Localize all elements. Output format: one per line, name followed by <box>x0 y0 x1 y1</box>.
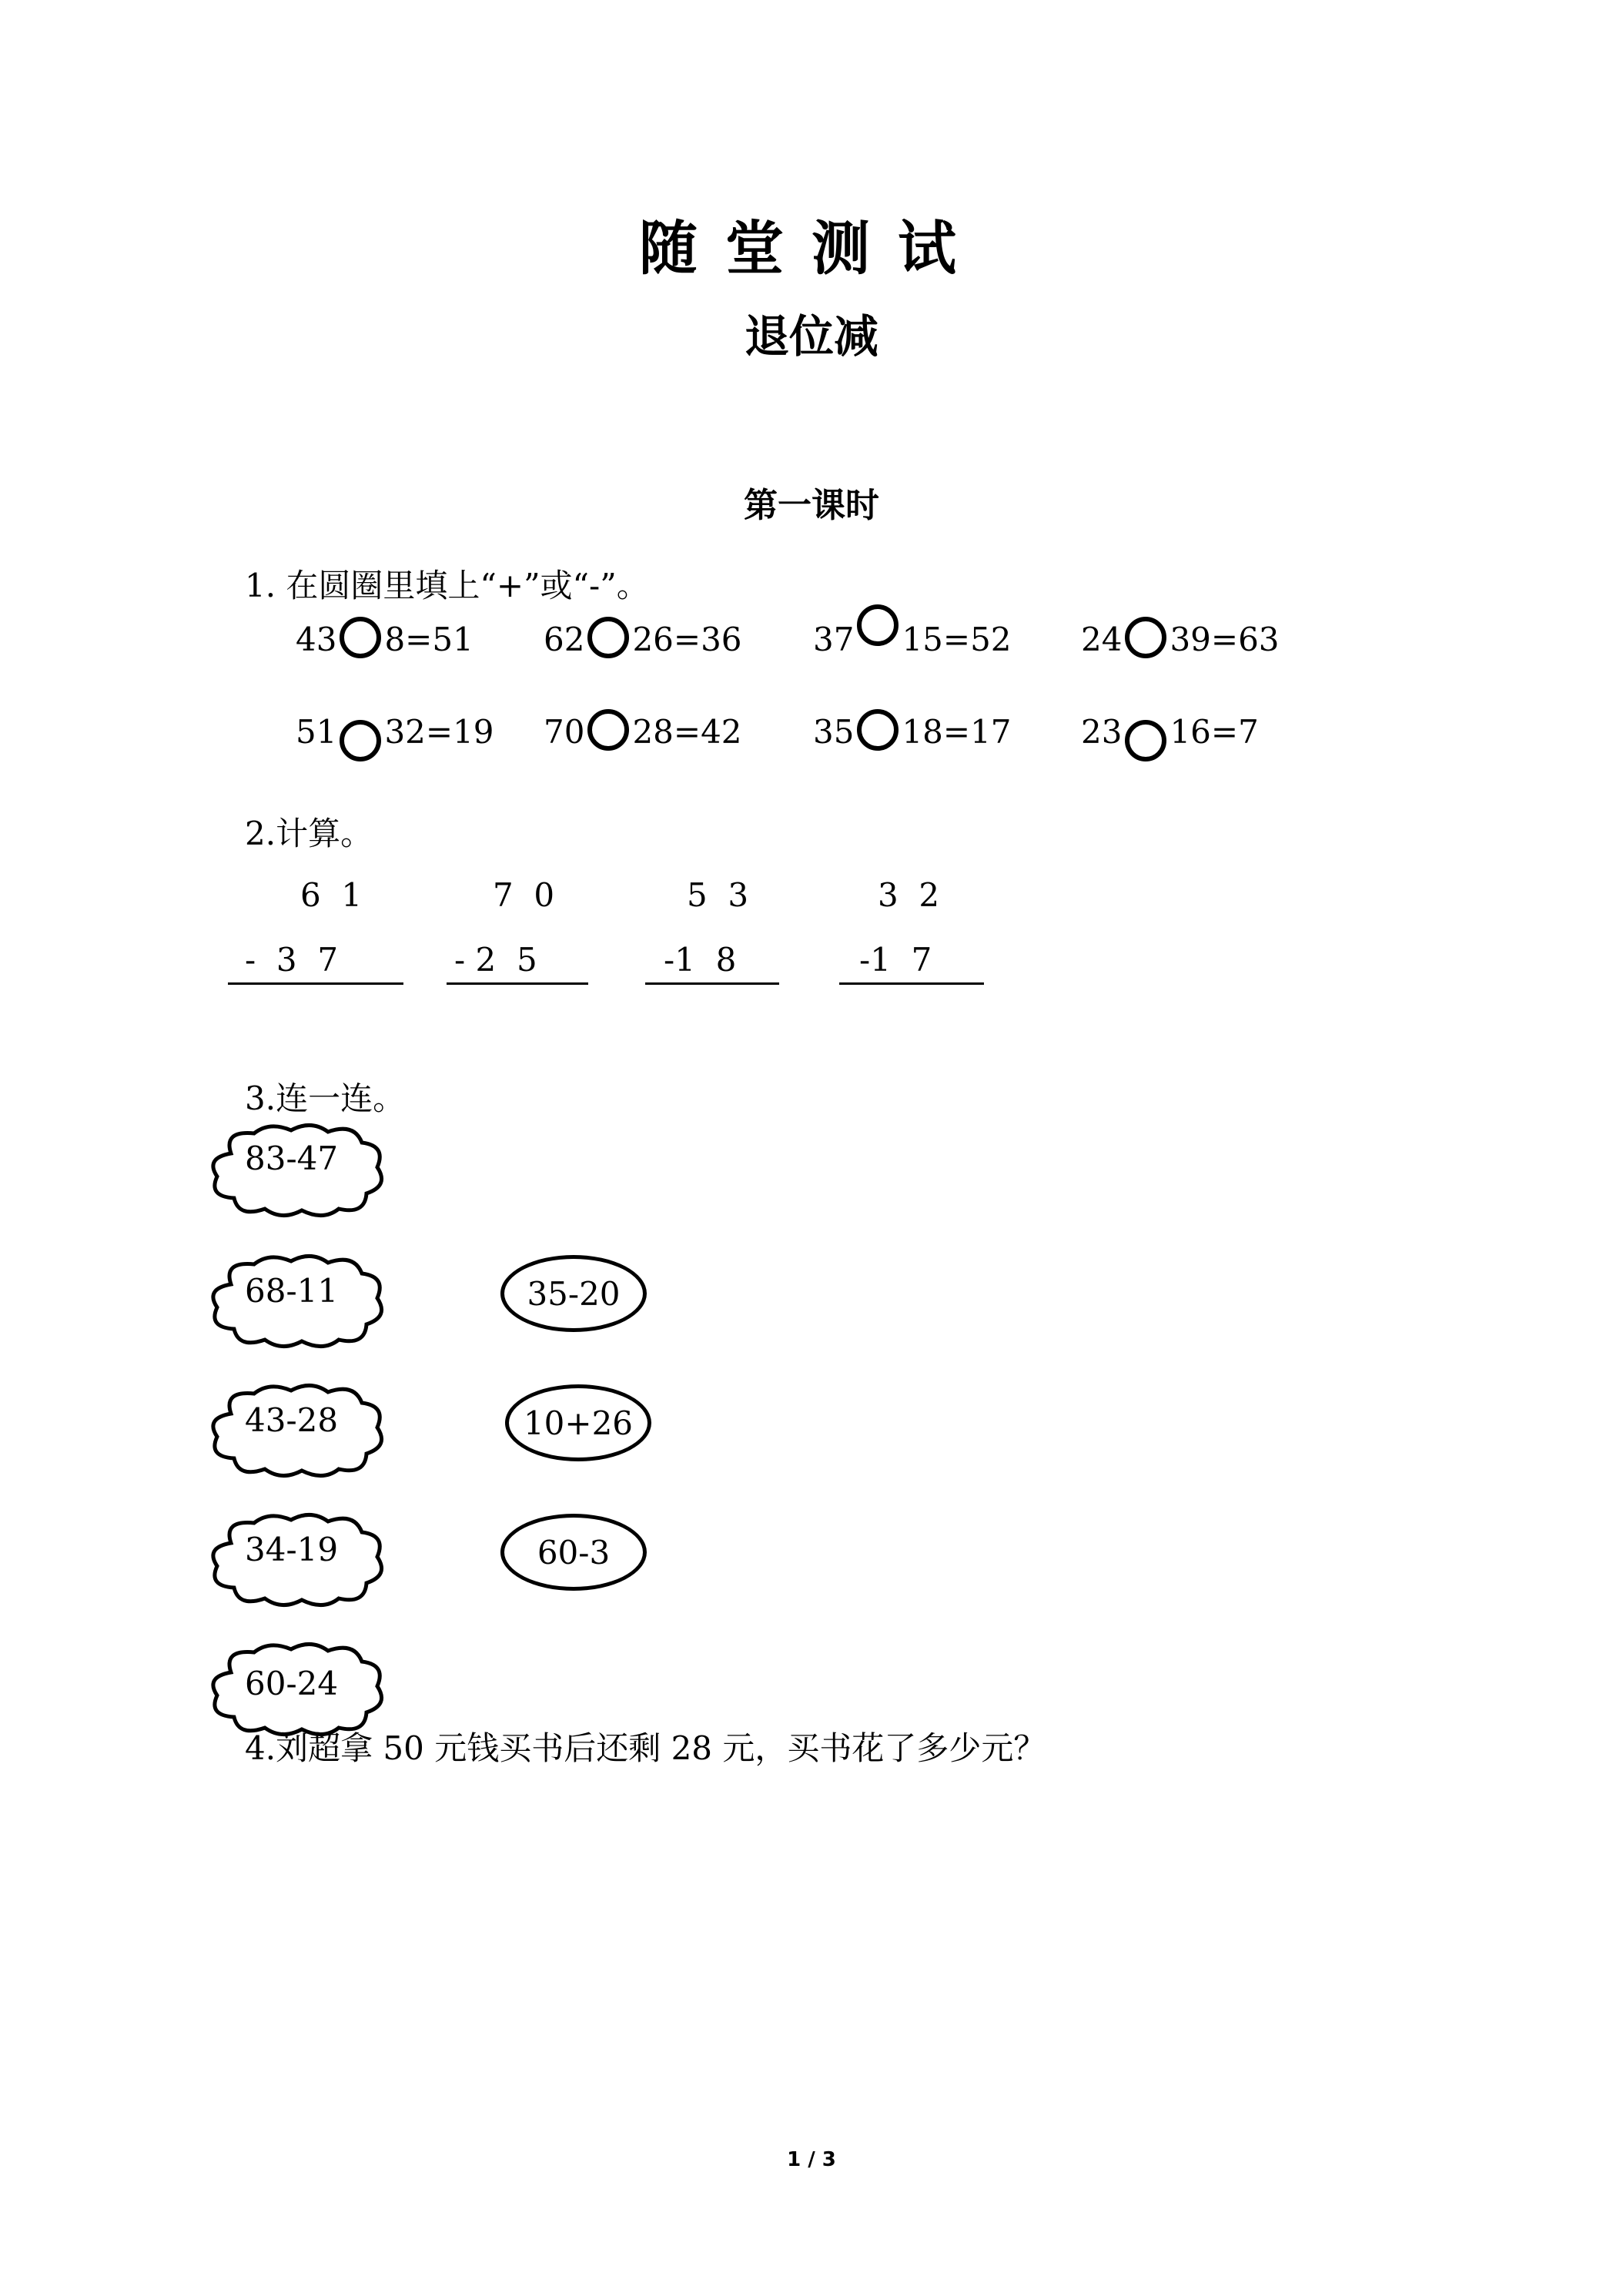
equation-left: 37 <box>813 621 855 658</box>
operator-blank-circle[interactable] <box>587 617 629 658</box>
vertical-problem-1-top: 6 1 <box>300 876 363 914</box>
operator-blank-circle[interactable] <box>587 709 629 751</box>
oval-answer[interactable]: 60-3 <box>500 1514 647 1591</box>
equation-2-4 <box>1081 713 1259 755</box>
equation-1-4 <box>1081 621 1280 663</box>
cloud-expression[interactable]: 60-24 <box>245 1665 339 1702</box>
operator-blank-circle[interactable] <box>1125 617 1166 658</box>
equation-right: 15=52 <box>902 621 1012 658</box>
equation-right: 16=7 <box>1170 713 1259 751</box>
equation-right: 28=42 <box>632 713 742 751</box>
page-title: 随堂测试 <box>639 214 984 283</box>
oval-answer[interactable]: 35-20 <box>500 1255 647 1332</box>
equation-right: 32=19 <box>384 713 494 751</box>
answer-line <box>228 982 403 985</box>
cloud-expression[interactable]: 68-11 <box>245 1272 339 1310</box>
equation-1-1 <box>296 621 474 663</box>
operator-blank-circle[interactable] <box>857 709 899 751</box>
cloud-expression[interactable]: 83-47 <box>245 1140 339 1177</box>
operator-blank-circle[interactable] <box>340 720 381 761</box>
equation-right: 18=17 <box>902 713 1012 751</box>
equation-right: 26=36 <box>632 621 742 658</box>
vertical-problem-3-top: 5 3 <box>687 876 749 914</box>
equation-left: 51 <box>296 713 337 751</box>
equation-2-2 <box>544 713 742 755</box>
lesson-heading: 第一课时 <box>744 486 879 525</box>
cloud-expression[interactable]: 43-28 <box>245 1401 339 1439</box>
vertical-problem-1-bottom: - 3 7 <box>245 941 339 979</box>
operator-blank-circle[interactable] <box>857 604 899 646</box>
question-2-prompt: 2.计算。 <box>245 815 373 852</box>
page-subtitle: 退位减 <box>744 310 878 363</box>
operator-blank-circle[interactable] <box>340 617 381 658</box>
answer-line <box>645 982 779 985</box>
equation-right: 39=63 <box>1170 621 1280 658</box>
question-1-prompt: 1. 在圆圈里填上“+”或“-”。 <box>245 567 649 604</box>
oval-answer[interactable]: 10+26 <box>505 1384 651 1461</box>
question-3-prompt: 3.连一连。 <box>245 1079 406 1117</box>
vertical-problem-4-top: 3 2 <box>878 876 940 914</box>
vertical-problem-3-bottom: -1 8 <box>664 941 737 979</box>
equation-2-1 <box>296 713 494 755</box>
vertical-problem-4-bottom: -1 7 <box>859 941 932 979</box>
question-4-prompt: 4.刘超拿 50 元钱买书后还剩 28 元，买书花了多少元？ <box>245 1729 1046 1767</box>
equation-left: 70 <box>544 713 585 751</box>
answer-line <box>839 982 984 985</box>
equation-1-3 <box>813 621 1012 663</box>
vertical-problem-2-top: 7 0 <box>493 876 555 914</box>
equation-left: 24 <box>1081 621 1123 658</box>
equation-left: 43 <box>296 621 337 658</box>
equation-left: 35 <box>813 713 855 751</box>
equation-2-3 <box>813 713 1012 755</box>
answer-line <box>447 982 588 985</box>
cloud-expression[interactable]: 34-19 <box>245 1531 339 1568</box>
vertical-problem-2-bottom: - 2 5 <box>454 941 537 979</box>
equation-right: 8=51 <box>384 621 474 658</box>
equation-left: 23 <box>1081 713 1123 751</box>
equation-1-2 <box>544 621 742 663</box>
equation-left: 62 <box>544 621 585 658</box>
page-number: 1 / 3 <box>787 2148 836 2171</box>
operator-blank-circle[interactable] <box>1125 720 1166 761</box>
